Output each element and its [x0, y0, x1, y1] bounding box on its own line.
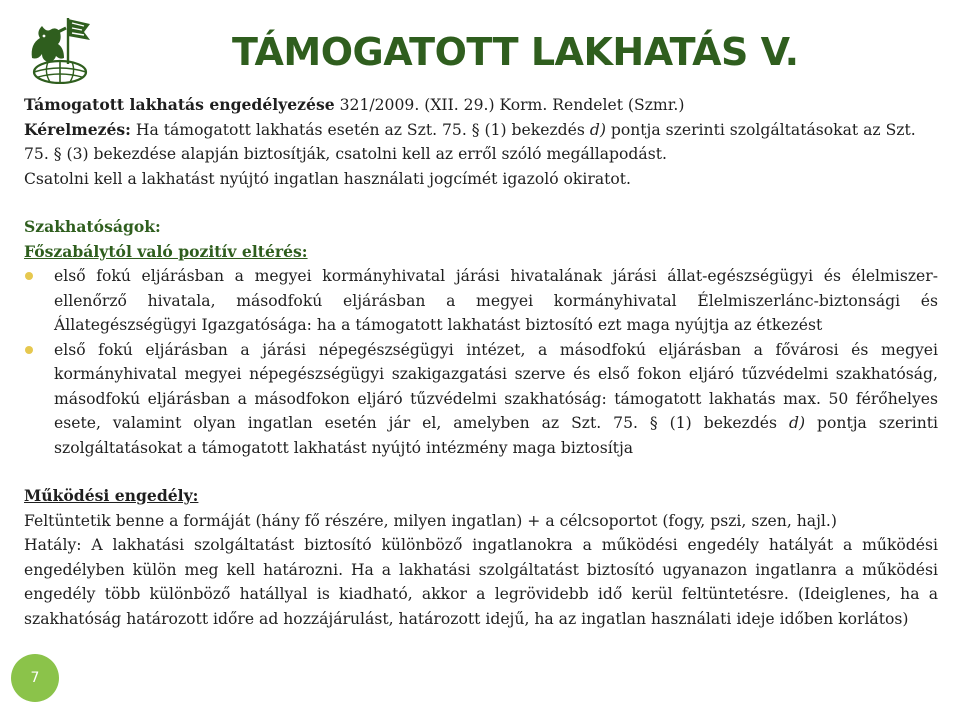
spacer [24, 191, 938, 215]
slide-title: TÁMOGATOTT LAKHATÁS V. [232, 30, 799, 74]
request-text-2: pontja szerinti szolgáltatásokat az Szt. 75. § (3) bekezdése alapján biztosítják, csatolni kell az erről szóló megállapodást. [24, 120, 916, 163]
request-italic: d) [589, 120, 606, 139]
list-item: első fokú eljárásban a megyei kormányhivatal járási hivatalának járási állat-egészségügyi és élelmiszer-ellenőrző hivatala, másodfokú eljárásban a megyei kormányhivatal Élelmiszerlánc-biztonsági és Állategészségügyi Igazgatósága: ha a támogatott lakhatást biztosító ezt maga nyújtja az étkezést [24, 264, 938, 338]
bullet2-text-1: első fokú eljárásban a járási népegészségügyi intézet, a másodfokú eljárásban a fővárosi és megyei kormányhivatal megyei népegészségügyi szakigazgatási szerve és első fokon eljáró tűzvédelmi szakhatóság, másodfokú eljárásban a másodfokon eljáró tűzvédelmi szakhatóság: támogatott lakhatás max. 50 férőhelyes esete, valamint olyan ingatlan esetén jár el, amelyben az Szt. 75. § (1) bekezdés [54, 340, 938, 432]
legal-reference: 321/2009. (XII. 29.) Korm. Rendelet (Szmr.) [334, 96, 685, 114]
request-text-1: Ha támogatott lakhatás esetén az Szt. 75. § (1) bekezdés [130, 120, 590, 139]
attach-paragraph: Csatolni kell a lakhatást nyújtó ingatlan használati jogcímét igazoló okiratot. [24, 169, 631, 188]
request-paragraph [24, 118, 938, 167]
legal-line [24, 93, 938, 118]
authorities-subheading: Főszabálytól való pozitív eltérés: [24, 241, 308, 261]
permit-line: Feltüntetik benne a formáját (hány fő részére, milyen ingatlan) + a célcsoportot (fogy, pszi, szen, hajl.) [24, 511, 837, 530]
authorities-heading: Szakhatóságok: [24, 217, 161, 236]
spacer [24, 460, 938, 484]
bullet2-italic: d) [789, 414, 806, 432]
dragon-flag-globe-logo-icon [24, 14, 96, 84]
permit-paragraph: Hatály: A lakhatási szolgáltatást biztosító különböző ingatlanokra a működési engedély hatályát a működési engedélyben külön meg kell határozni. Ha a lakhatási szolgáltatást biztosító ugyanazon ingatlanra a működési engedély több különböző hatállyal is kiadható, akkor a legrövidebb idő kerül feltüntetésre. (Ideiglenes, ha a szakhatóság határozott időre ad hozzájárulást, határozott idejű, ha az ingatlan használati ideje időben korlátos) [24, 536, 938, 628]
slide-content [24, 93, 938, 631]
list-item [24, 338, 938, 461]
authorities-list [24, 264, 938, 460]
request-label: Kérelmezés: [24, 119, 131, 139]
legal-label: Támogatott lakhatás engedélyezése [24, 95, 335, 114]
bullet2-text-2: pontja szerinti szolgáltatásokat a támogatott lakhatást nyújtó intézmény maga biztosítja [54, 414, 938, 457]
page-number-badge: 7 [11, 654, 59, 702]
permit-heading: Működési engedély: [24, 486, 199, 505]
